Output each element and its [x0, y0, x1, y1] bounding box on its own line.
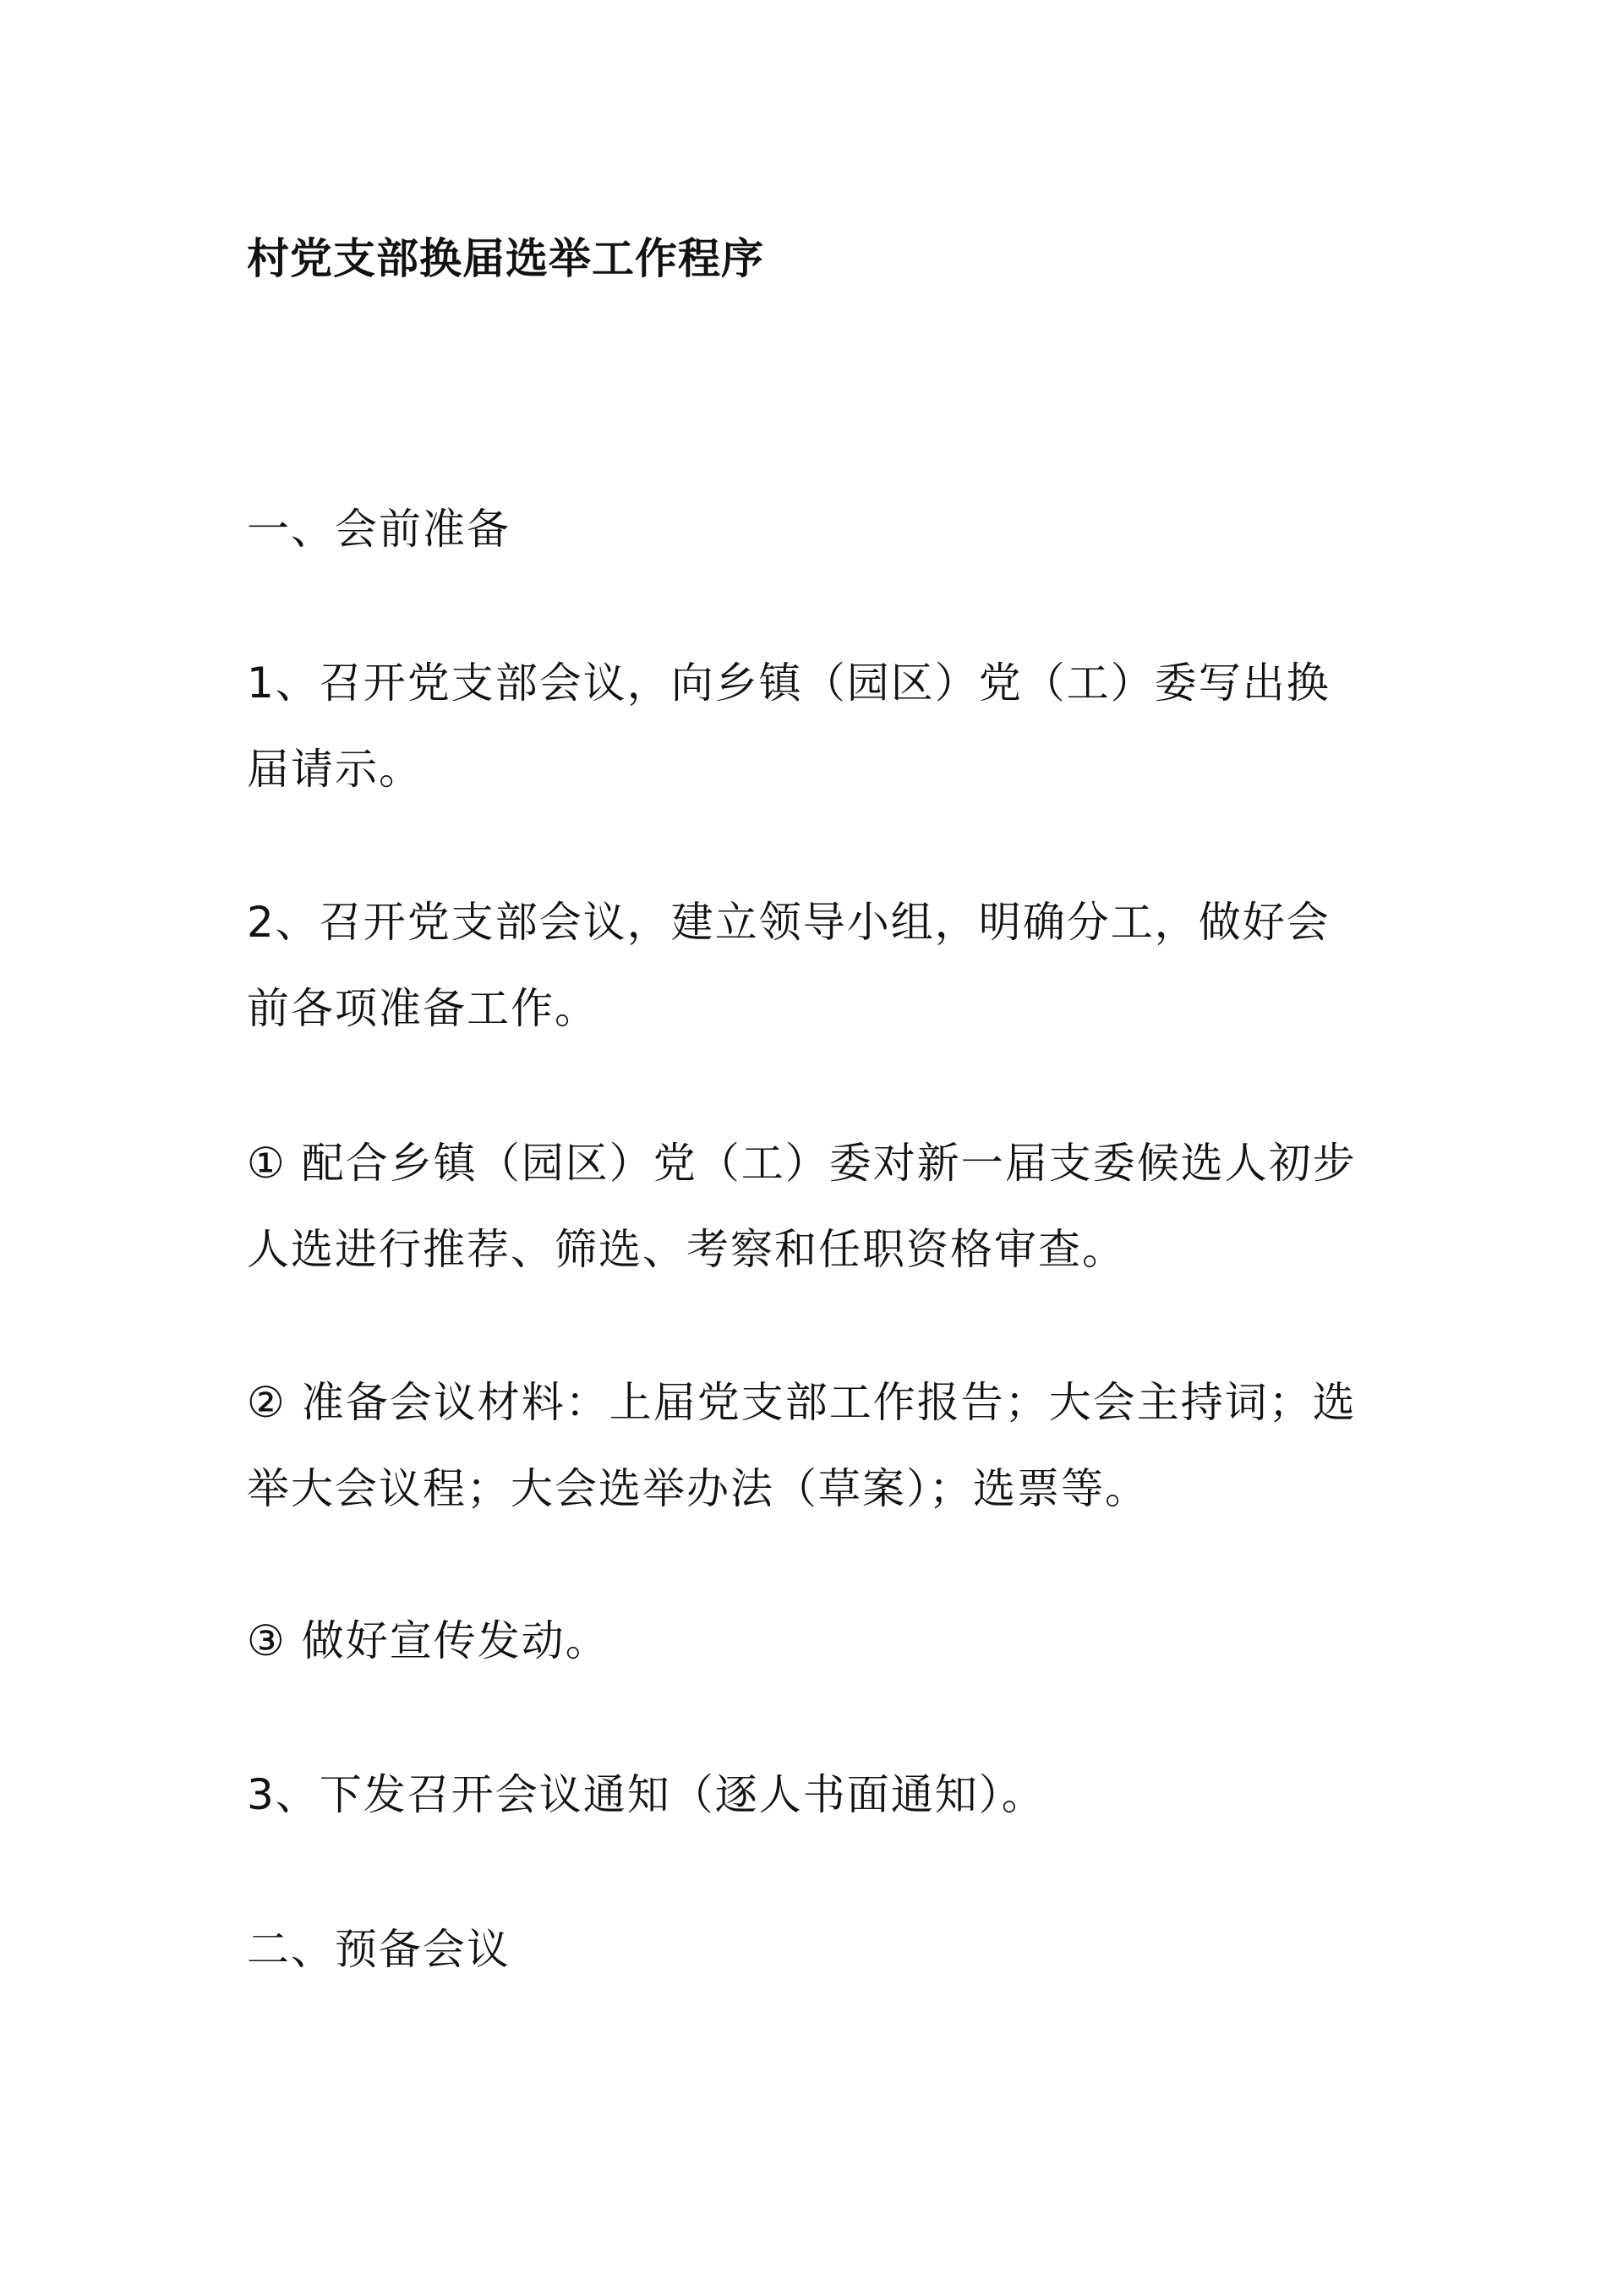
paragraph-line: 3、下发召开会议通知（逐人书面通知）。: [247, 1770, 1046, 1819]
paragraph-line: 人选进行推荐、筛选、考察和任职资格审查。: [247, 1225, 1126, 1274]
paragraph-line: ① 配合乡镇（园区）党（工）委对新一届支委候选人初步: [247, 1139, 1357, 1188]
section-heading-preliminary-meeting: [247, 1906, 1396, 1993]
paragraph-item-1: [247, 640, 1396, 812]
paragraph-item-2: [247, 879, 1396, 1052]
paragraph-line: 前各项准备工作。: [247, 984, 598, 1033]
paragraph-subitem-3: [247, 1598, 1396, 1684]
paragraph-line: 举大会议程；大会选举办法（草案）；选票等。: [247, 1464, 1149, 1513]
paragraph-line: 二、预备会议: [247, 1925, 511, 1974]
paragraph-item-3: [247, 1752, 1396, 1838]
section-heading-preparation: [247, 486, 1396, 572]
paragraph-line: ② 准备会议材料：上届党支部工作报告；大会主持词；选: [247, 1378, 1357, 1427]
paragraph-line: 届请示。: [247, 745, 423, 794]
paragraph-line: ③ 做好宣传发动。: [247, 1616, 609, 1665]
paragraph-subitem-1: [247, 1120, 1396, 1293]
paragraph-line: 1、召开党支部会议，向乡镇（园区）党（工）委写出换: [247, 659, 1331, 708]
document-title: 村党支部换届选举工作程序: [247, 234, 764, 283]
paragraph-subitem-2: [247, 1359, 1396, 1532]
paragraph-line: 2、召开党支部会议，建立领导小组，明确分工，做好会: [247, 898, 1331, 947]
paragraph-line: 一、会前准备: [247, 505, 511, 554]
